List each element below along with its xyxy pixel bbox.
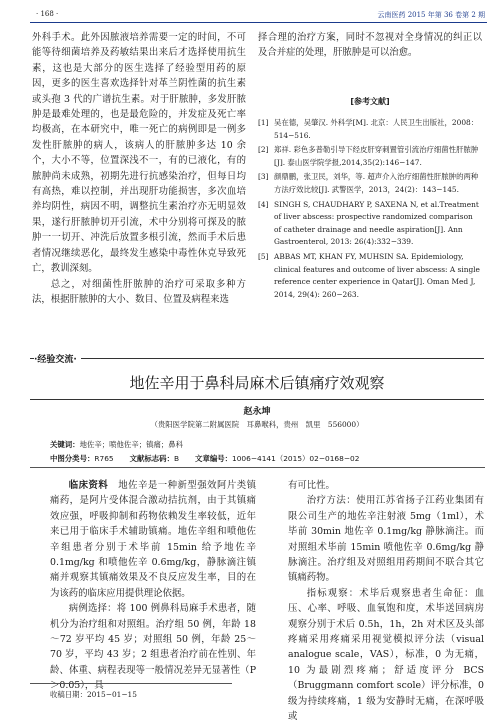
reference-item [258,251,482,301]
reference-text: 吴在德，吴肇汉. 外科学[M]. 北京：人民卫生出版社，2008：514−516. [274,118,479,140]
reference-item [258,171,482,196]
reference-number: [4] [258,199,269,209]
reference-list [258,117,482,303]
article-number-label: 文章编号： [195,454,233,463]
reference-text: SINGH S, CHAUDHARY P, SAXENA N, et al.Treatment of liver abscess: prospective randomized comparison of catheter drainage and needle aspiration[J]. Ann Gastroenterol, 2013: 26(4):332−339. [274,199,479,247]
reference-text: 颜鼎鹏，张卫民，刘华，等. 超声介入治疗细菌性肝脓肿的两种方法疗效比较[J]. 武警医学，2013，24(2)：143−145. [274,172,479,194]
article-right-column [288,478,484,725]
page-number: · 168 · [36,10,59,18]
received-date: 收稿日期：2015−01−15 [50,690,137,699]
previous-article-left-column [32,30,246,307]
cls-label: 中图分类号： [50,454,95,463]
paragraph-text: 地佐辛是一种新型强效阿片类镇痛药，是阿片受体混合激动拮抗剂，由于其镇痛效应强，呼吸抑制和药物依赖发生率较低，近年来已用于临床手术辅助镇痛。地佐辛组和喷他佐辛组患者分别于术毕前 15min 给予地佐辛 0.1mg/kg 和喷他佐辛 0.6mg/kg，静脉滴注镇痛并观察其镇痛效果及不良反应发生率，目的在为该药的临床应用提供理论依据。 [50,480,256,599]
reference-number: [3] [258,172,269,182]
reference-text: ABBAS MT, KHAN FY, MUHSIN SA. Epidemiology, clinical features and outcome of liver abscess: A single reference center experience in Qatar[J]. Oman Med J, 2014, 29(4): 260−263. [274,251,480,299]
references-title: [参考文献] [350,97,390,106]
previous-article-right-column [258,30,482,61]
author: 赵永坤 [243,407,271,417]
meta-rule [30,467,485,468]
cls-code: R765 [94,454,114,463]
header-rule [30,22,487,23]
keywords-line [50,439,183,450]
paragraph: 外科手术。此外因脓液培养需要一定的时间，不可能等待细菌培养及药敏结果出来后才选择使用抗生素，这也是大部分的医生选择了经验型用药的原因，更多的医生喜欢选择针对革兰阴性菌的抗生素或头孢 3 代的广谱抗生素。对于肝脓肿，多发肝脓肿是最难处理的，也是最危险的，并发症及死亡率均极高，在本研究中，唯一死亡的病例即是一例多发性肝脓肿的病人，该病人的肝脓肿多达 10 余个，大小不等，位置深浅不一，有的已液化，有的脓肿尚未成熟，初期先进行抗感染治疗，但每日均有高热，难以控制，并出现肝功能损害，多次血培养均阴性，病因不明，调整抗生素治疗亦无明显效果，遂行肝脓肿切开引流，术中分别将可探及的脓肿一一切开、冲洗后放置多根引流，然而手术后患者情况继续恶化，最终发生感染中毒性休克导致死亡，教训深刻。 [32,32,246,275]
reference-item [258,199,482,249]
keywords-label: 关键词： [50,440,80,449]
reference-item [258,117,482,142]
paragraph: 病例选择：将 100 例鼻科局麻手术患者，随机分为治疗组和对照组。治疗组 50 例，年龄 18～72 岁平均 45 岁；对照组 50 例，年龄 25～70 岁，平均 43 岁；2 组患者治疗前在性别、年龄、体重、病程表现等一般情况差异无显著性（P＞0.05），具 [50,603,256,692]
footnote-rule [30,683,232,684]
article-number: 1006−4141（2015）02−0168−02 [232,454,360,463]
paragraph: 总之，对细菌性肝脓肿的治疗可采取多种方法，根据肝脓肿的大小、数目、位置及病程来选 [32,278,246,305]
doc-code-label: 文献标志码： [129,454,174,463]
section-label: ·经验交流· [34,352,81,365]
paragraph: 有可比性。 [288,480,335,491]
paragraph: 择合理的治疗方案，同时不忽视对全身情况的纠正以及合并症的处理，肝脓肿是可以治愈。 [258,32,482,59]
paragraph: 指标观察：术毕后观察患者生命征：血压、心率、呼吸、血氧饱和度，术毕送回病房观察分别于术后 0.5h，1h，2h 对术区及头部疼痛采用疼痛采用视觉模拟评分法（visual analogue scale，VAS），标准，0 为无痛，10 为最剧烈疼痛；舒适度评分 BCS（Bruggmann comfort scole）评分标准，0 级为持续疼痛，1 级为安静时无痛，在深呼吸或 [288,587,484,723]
doc-code: B [173,454,180,463]
classification-line [50,453,359,464]
paragraph [50,478,256,601]
keywords: 地佐辛；喷他佐辛；镇痛；鼻科 [79,440,184,449]
reference-item [258,144,482,169]
paragraph: 治疗方法：使用江苏省扬子江药业集团有限公司生产的地佐辛注射液 5mg（1ml），术毕前 30min 地佐辛 0.1mg/kg 静脉滴注。而对照组术毕前 15min 喷他佐辛 0.6mg/kg 静脉滴注。治疗组及对照组用药期间不联合其它镇痛药物。 [288,495,484,584]
run-in-heading: 临床资料 [68,480,109,491]
article-title: 地佐辛用于鼻科局麻术后镇痛疗效观察 [129,374,385,392]
reference-number: [2] [258,145,269,155]
reference-number: [1] [258,118,269,127]
article-left-column [50,478,256,694]
reference-number: [5] [258,251,269,261]
journal-header: 云南医药 2015 年第 36 卷第 2 期 [377,11,485,19]
affiliation: （贵阳医学院第二附属医院 耳鼻喉科，贵州 凯里 556000） [150,420,364,429]
reference-text: 郑祥. 彩色多普勒引导下经皮肝穿刺置管引流治疗细菌性肝脓肿[J]. 泰山医学院学报,2014,35(2):146−147. [274,145,479,167]
